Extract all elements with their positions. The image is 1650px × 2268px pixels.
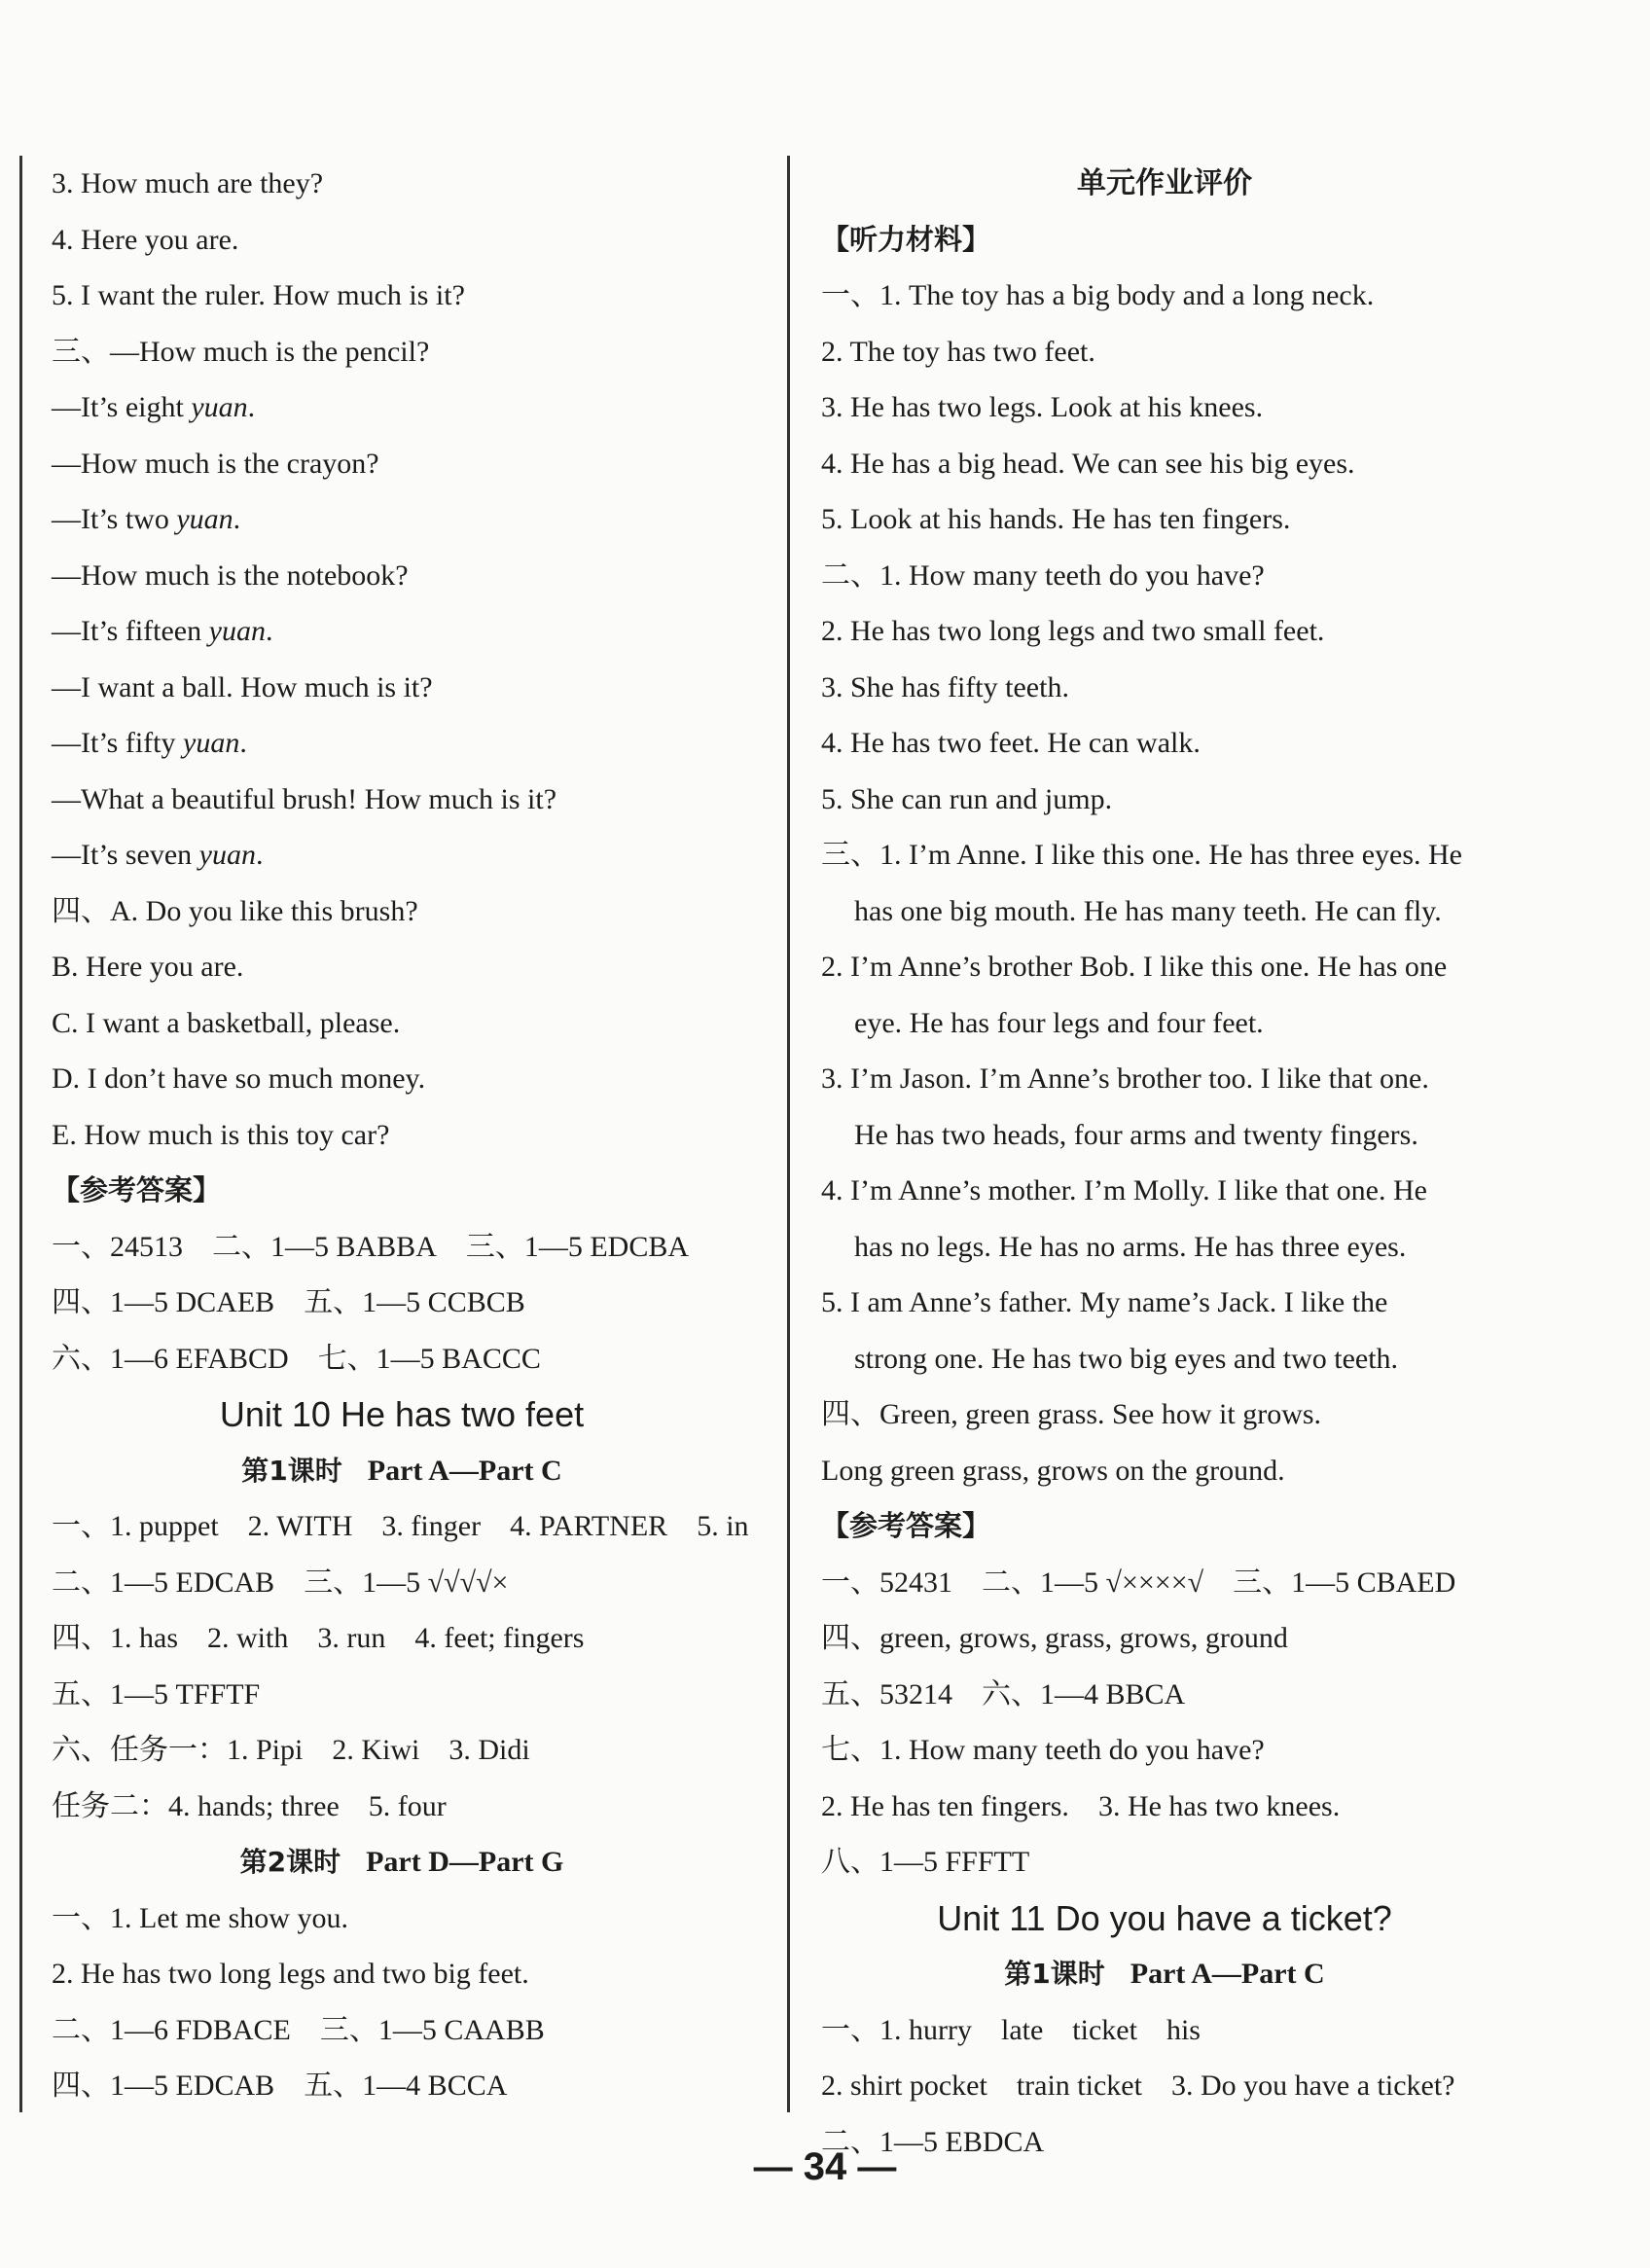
listening-line: Long green grass, grows on the ground. (821, 1454, 1285, 1487)
listening-line: 2. He has two long legs and two small feet. (821, 615, 1325, 647)
answer-item: 2. WITH (247, 1510, 353, 1542)
answer-item: train ticket (1016, 2070, 1142, 2102)
text-line (22, 379, 781, 436)
answer-key-heading: 【参考答案】 (52, 1173, 222, 1206)
answer-item: his (1166, 2013, 1201, 2046)
answer-item: 一、1. puppet (52, 1510, 219, 1542)
listening-line: 三、1. I’m Anne. I like this one. He has three eyes. He (821, 839, 1462, 871)
listening-line: 3. I’m Jason. I’m Anne’s brother too. I like that one. (821, 1062, 1429, 1095)
text-line: B. Here you are. (52, 951, 244, 983)
answer-item: late (1000, 2013, 1044, 2046)
answer-line (790, 1667, 1539, 1723)
unit-10-title: Unit 10 He has two feet (219, 1394, 585, 1434)
answer-item: 二、1—5 EBDCA (821, 2125, 1045, 2158)
text-line: 3. How much are they? (52, 167, 324, 199)
answer-item: 四、1—5 EDCAB (52, 2070, 275, 2102)
answer-item: 4. PARTNER (510, 1510, 668, 1542)
lesson-heading (22, 1834, 781, 1890)
text-line: —How much is the crayon? (52, 447, 379, 480)
answer-item: 三、1—5 EDCBA (465, 1230, 690, 1263)
text-line: 三、—How much is the pencil? (52, 335, 430, 368)
answer-item: 六、1—6 EFABCD (52, 1342, 289, 1375)
text-part: —It’s fifty (52, 727, 183, 759)
listening-line: 2. The toy has two feet. (821, 335, 1095, 368)
answer-line (22, 1498, 781, 1555)
listening-line: eye. He has four legs and four feet. (854, 1006, 1264, 1039)
answer-item: 四、green, grows, grass, grows, ground (821, 1622, 1288, 1654)
answer-item: 一、1. hurry (821, 2013, 972, 2046)
answer-item: 2. with (207, 1622, 289, 1654)
answer-key-heading: 【参考答案】 (821, 1509, 991, 1542)
lesson-number: 第1课时 (241, 1454, 342, 1487)
answer-item: 五、1—5 TFFTF (52, 1677, 261, 1710)
answer-item: 四、1—5 DCAEB (52, 1286, 275, 1318)
answer-item: 三、1—5 √√√√× (304, 1566, 509, 1599)
text-line (22, 603, 781, 660)
answer-item: 3. finger (381, 1510, 482, 1542)
answer-item: 4. feet; fingers (414, 1622, 585, 1654)
answer-line (790, 1722, 1539, 1779)
lesson-heading (790, 1946, 1539, 2002)
answer-item: 一、1. Let me show you. (52, 1901, 348, 1934)
unit-assessment-title: 单元作业评价 (1077, 166, 1252, 200)
listening-line: 一、1. The toy has a big body and a long neck. (821, 279, 1375, 311)
unit-11-title: Unit 11 Do you have a ticket? (937, 1897, 1392, 1938)
answer-item: 二、1—5 BABBA (212, 1230, 437, 1263)
answer-item: 五、53214 (821, 1677, 952, 1710)
listening-line: 二、1. How many teeth do you have? (821, 558, 1265, 592)
answer-line (22, 1331, 781, 1387)
answer-line (22, 1667, 781, 1723)
answer-line (790, 2002, 1539, 2059)
answer-line (790, 2058, 1539, 2114)
answer-line (22, 2002, 781, 2059)
right-column (787, 156, 1539, 2158)
answer-item: 三、1—5 CAABB (319, 2013, 545, 2046)
lesson-parts: Part A—Part C (1130, 1958, 1325, 1990)
answer-line (790, 1779, 1539, 1835)
text-line: C. I want a basketball, please. (52, 1006, 401, 1039)
page-number: — 34 — (753, 2145, 897, 2188)
answer-line (22, 1722, 781, 1779)
answer-item: ticket (1072, 2013, 1137, 2046)
answer-item: 八、1—5 FFFTT (821, 1846, 1030, 1878)
answer-item: 3. Do you have a ticket? (1170, 2070, 1455, 2102)
answer-item: 2. Kiwi (332, 1734, 420, 1766)
text-part: . (239, 727, 247, 759)
text-line: —How much is the notebook? (52, 558, 409, 592)
currency-italic: yuan (208, 615, 266, 647)
listening-line: 3. He has two legs. Look at his knees. (821, 391, 1264, 423)
listening-line: 4. I’m Anne’s mother. I’m Molly. I like that one. He (821, 1174, 1427, 1206)
answer-item: 四、1. has (52, 1622, 178, 1654)
lesson-parts: Part D—Part G (366, 1846, 564, 1878)
text-line (22, 491, 781, 548)
answer-item: 三、1—5 CBAED (1233, 1566, 1456, 1599)
text-line (22, 715, 781, 772)
left-column (19, 156, 781, 2112)
lesson-number: 第1课时 (1004, 1958, 1105, 1990)
answer-item: 3. run (317, 1622, 386, 1654)
answer-line (22, 1610, 781, 1667)
answer-item: 七、1. How many teeth do you have? (821, 1734, 1265, 1766)
answer-item: 七、1—5 BACCC (317, 1342, 541, 1375)
listening-material-heading: 【听力材料】 (821, 222, 991, 256)
answer-item: 3. He has two knees. (1097, 1789, 1341, 1822)
text-part: —It’s fifteen (52, 615, 209, 647)
listening-line: 5. She can run and jump. (821, 782, 1113, 815)
currency-italic: yuan (183, 727, 240, 759)
answer-item: 一、24513 (52, 1230, 183, 1263)
answer-line (22, 1779, 781, 1835)
lesson-parts: Part A—Part C (367, 1454, 562, 1487)
text-part: . (265, 615, 273, 647)
listening-line: 5. Look at his hands. He has ten fingers. (821, 503, 1291, 535)
listening-line: 4. He has two feet. He can walk. (821, 727, 1201, 759)
answer-item: 5. four (368, 1789, 447, 1822)
answer-item: 六、任务一：1. Pipi (52, 1734, 304, 1766)
text-line: —What a beautiful brush! How much is it? (52, 782, 557, 815)
text-part: . (247, 391, 256, 423)
listening-line: has one big mouth. He has many teeth. He can fly. (854, 894, 1442, 927)
text-line: 四、A. Do you like this brush? (52, 894, 418, 927)
text-line: E. How much is this toy car? (52, 1118, 390, 1151)
answer-item: 3. Didi (448, 1734, 530, 1766)
currency-italic: yuan (191, 391, 248, 423)
answer-item: 二、1—5 √××××√ (982, 1566, 1204, 1599)
listening-line: 4. He has a big head. We can see his big eyes. (821, 447, 1355, 480)
listening-line: 四、Green, green grass. See how it grows. (821, 1398, 1322, 1430)
text-part: —It’s seven (52, 839, 199, 871)
answer-line (22, 1555, 781, 1611)
answer-line (22, 1275, 781, 1331)
text-part: . (255, 839, 264, 871)
lesson-heading (22, 1443, 781, 1499)
listening-line: He has two heads, four arms and twenty fingers. (854, 1118, 1418, 1151)
answer-line (790, 1610, 1539, 1667)
answer-item: 二、1—6 FDBACE (52, 2013, 291, 2046)
text-part: —It’s eight (52, 391, 192, 423)
answer-line (22, 2058, 781, 2114)
answer-item: 五、1—5 CCBCB (304, 1286, 525, 1318)
lesson-number: 第2课时 (239, 1846, 341, 1878)
answer-item: 一、52431 (821, 1566, 952, 1599)
listening-line: strong one. He has two big eyes and two teeth. (854, 1342, 1399, 1375)
currency-italic: yuan (198, 839, 256, 871)
answer-item: 六、1—4 BBCA (982, 1677, 1186, 1710)
answer-line (22, 1946, 781, 2002)
answer-line (790, 1834, 1539, 1890)
text-part: —It’s two (52, 503, 177, 535)
answer-line (790, 1555, 1539, 1611)
text-part: . (233, 503, 241, 535)
answer-item: 任务二：4. hands; three (52, 1789, 340, 1822)
listening-line: 5. I am Anne’s father. My name’s Jack. I like the (821, 1286, 1388, 1318)
answer-item: 五、1—4 BCCA (304, 2070, 508, 2102)
text-line: 5. I want the ruler. How much is it? (52, 279, 465, 311)
listening-line: 3. She has fifty teeth. (821, 670, 1069, 703)
currency-italic: yuan (176, 503, 233, 535)
listening-line: 2. I’m Anne’s brother Bob. I like this one. He has one (821, 951, 1448, 983)
text-line: —I want a ball. How much is it? (52, 670, 433, 703)
answer-item: 2. He has two long legs and two big feet. (52, 1958, 529, 1990)
answer-item: 2. shirt pocket (821, 2070, 987, 2102)
text-line: 4. Here you are. (52, 223, 239, 256)
answer-item: 2. He has ten fingers. (821, 1789, 1069, 1822)
listening-line: has no legs. He has no arms. He has three eyes. (854, 1230, 1407, 1263)
answer-item: 5. in (697, 1510, 749, 1542)
text-line: D. I don’t have so much money. (52, 1062, 426, 1095)
text-line (22, 827, 781, 883)
answer-line (22, 1219, 781, 1276)
answer-line (22, 1890, 781, 1947)
answer-item: 二、1—5 EDCAB (52, 1566, 275, 1599)
